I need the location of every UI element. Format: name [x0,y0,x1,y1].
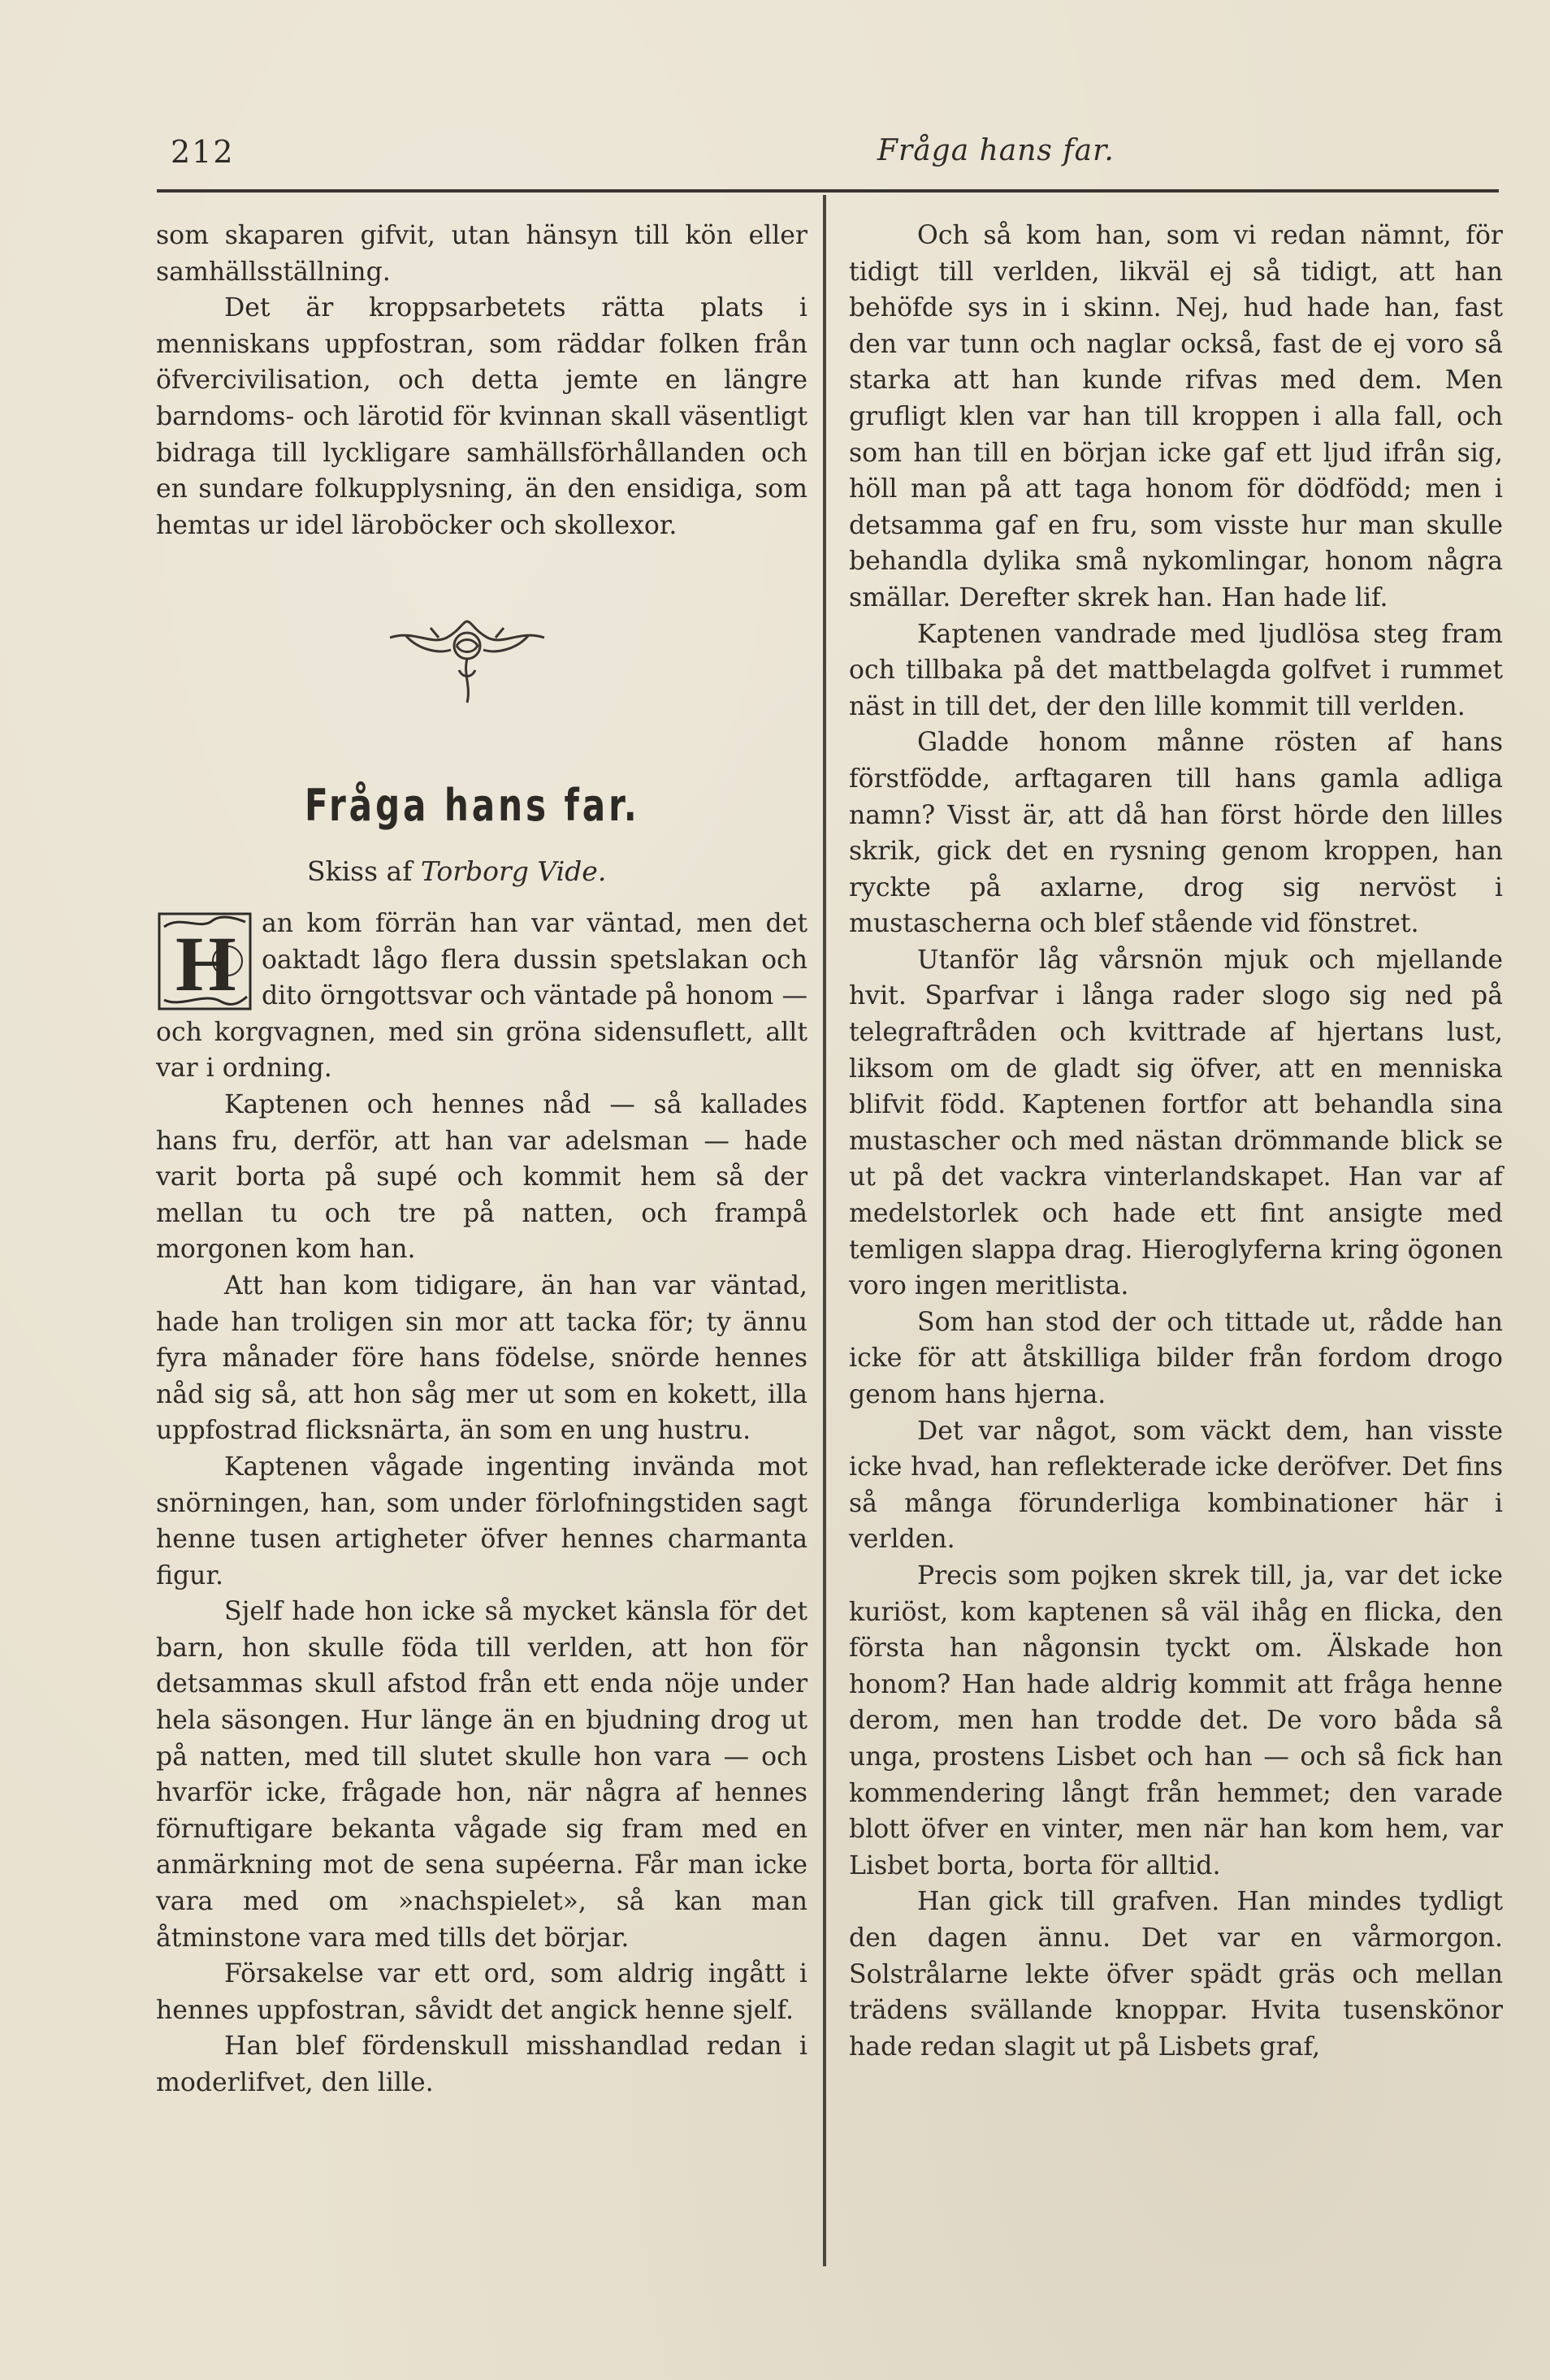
page-number: 212 [171,134,235,170]
story-paragraph: Gladde honom månne rösten af hans förstfödde, arftagaren till hans gamla adliga namn? Visst är, att då han först hörde den lilles skrik, gick det en rysning genom kroppen, han ryckte på axlarne, drog sig nervöst i mustascherna och blef stående vid fönstret. [849,728,1503,939]
story-paragraph: Han gick till grafven. Han mindes tydligt den dagen ännu. Det var en vårmorgon. Solstrålarne lekte öfver spädt gräs och mellan trädens svällande knoppar. Hvita tusenskönor hade redan slagit ut på Lisbets graf, [849,1887,1503,2062]
dropcap-letter: H [175,920,236,1007]
story-paragraph: Det var något, som väckt dem, han visste icke hvad, han reflekterade icke deröfver. Det fins så många förunderliga kombinationer här i verlden. [849,1416,1503,1555]
story-paragraph: Kaptenen vandrade med ljudlösa steg fram och tillbaka på det mattbelagda golfvet i rummet näst in till det, der den lille kommit till verlden. [849,619,1503,721]
intro-paragraph: Det är kroppsarbetets rätta plats i menniskans uppfostran, som räddar folken från öfvercivilisation, och detta jemte en längre barndoms- och lärotid för kvinnan skall väsentligt bidraga till lyckligare samhällsförhållanden och en sundare folkupplysning, än den ensidiga, som hemtas ur idel läroböcker och skollexor. [156,293,807,540]
intro-column [156,218,807,543]
story-title: Fråga hans far. [305,780,640,831]
intro-paragraph: som skaparen gifvit, utan hänsyn till kön eller samhällsställning. [156,221,807,287]
story-paragraph [156,906,807,1087]
dropcap [156,911,253,1012]
story-paragraph: Han blef fördenskull misshandlad redan i moderlifvet, den lille. [156,2032,807,2097]
story-paragraph: Att han kom tidigare, än han var väntad, hade han troligen sin mor att tacka för; ty ännu fyra månader före hans födelse, snörde hennes nåd sig så, att hon såg mer ut som en kokett, illa uppfostrad flicksnärta, än som en ung hustru. [156,1270,807,1446]
story-paragraph: Sjelf hade hon icke så mycket känsla för det barn, hon skulle föda till verlden, att hon för detsammas skull afstod från ett enda nöje under hela säsongen. Hur länge än en bjudning drog ut på natten, med till slutet skulle hon vara — och hvarför icke, frågade hon, när några af hennes förnuftigare bekanta vågade sig fram med en anmärkning mot de sena supéerna. Får man icke vara med om »nachspielet», så kan man åtminstone vara med tills det börjar. [156,1597,807,1953]
story-subtitle [307,855,606,887]
story-paragraph: Precis som pojken skrek till, ja, var det icke kuriöst, kom kaptenen så väl ihåg en flicka, den första han någonsin tyckt om. Älskade hon honom? Han hade aldrig kommit att fråga henne derom, men han trodde det. De voro båda så unga, prostens Lisbet och han — och så fick han kommendering långt från hemmet; den varade blott öfver en vinter, men när han kom hem, var Lisbet borta, borta för alltid. [849,1560,1503,1880]
story-left-column [156,906,807,2101]
story-paragraph: Försakelse var ett ord, som aldrig ingått i hennes uppfostran, såvidt det angick henne sjelf. [156,1959,807,2025]
dropcap-icon [156,911,253,1012]
page-header [154,134,1503,175]
header-rule [157,189,1499,193]
column-divider [823,195,826,2266]
story-paragraph: Kaptenen och hennes nåd — så kallades hans fru, derför, att han var adelsman — hade varit borta på supé och kommit hem så der mellan tu och tre på natten, och frampå morgonen kom han. [156,1089,807,1265]
story-right-column [849,218,1503,2065]
ornament-icon [382,613,552,719]
story-author: Torborg Vide. [420,855,607,887]
running-title: Fråga hans far. [877,134,1115,167]
story-paragraph: Kaptenen vågade ingenting invända mot snörningen, han, som under förlofningstiden sagt henne tusen artigheter öfver hennes charmanta figur. [156,1452,807,1590]
subtitle-prefix: Skiss af [307,855,413,887]
story-paragraph: Och så kom han, som vi redan nämnt, för tidigt till verlden, likväl ej så tidigt, att han behöfde sys in i skinn. Nej, hud hade han, fast den var tunn och naglar också, fast de ej voro så starka att han kunde rifvas med dem. Men grufligt klen var han till kroppen i alla fall, och som han till en början icke gaf ett ljud ifrån sig, höll man på att taga honom för dödfödd; men i detsamma gaf en fru, som visste hur man skulle behandla dylika små nykomlingar, honom några smällar. Derefter skrek han. Han hade lif. [849,221,1503,612]
story-first-paragraph-text: an kom förrän han var väntad, men det oaktadt lågo flera dussin spetslakan och dito örngottsvar och väntade på honom — och korgvagnen, med sin gröna sidensuflett, allt var i ordning. [156,909,807,1084]
story-paragraph: Som han stod der och tittade ut, rådde han icke för att åtskilliga bilder från fordom drogo genom hans hjerna. [849,1307,1503,1409]
story-paragraph: Utanför låg vårsnön mjuk och mjellande hvit. Sparfvar i långa rader slogo sig ned på telegraftråden och kvittrade af hjertans lust, liksom om de gladt sig öfver, att en menniska blifvit född. Kaptenen fortfor att behandla sina mustascher och med nästan drömmande blick se ut på det vackra vinterlandskapet. Han var af medelstorlek och hade ett fint ansigte med temligen slappa drag. Hieroglyferna kring ögonen voro ingen meritlista. [849,945,1503,1301]
